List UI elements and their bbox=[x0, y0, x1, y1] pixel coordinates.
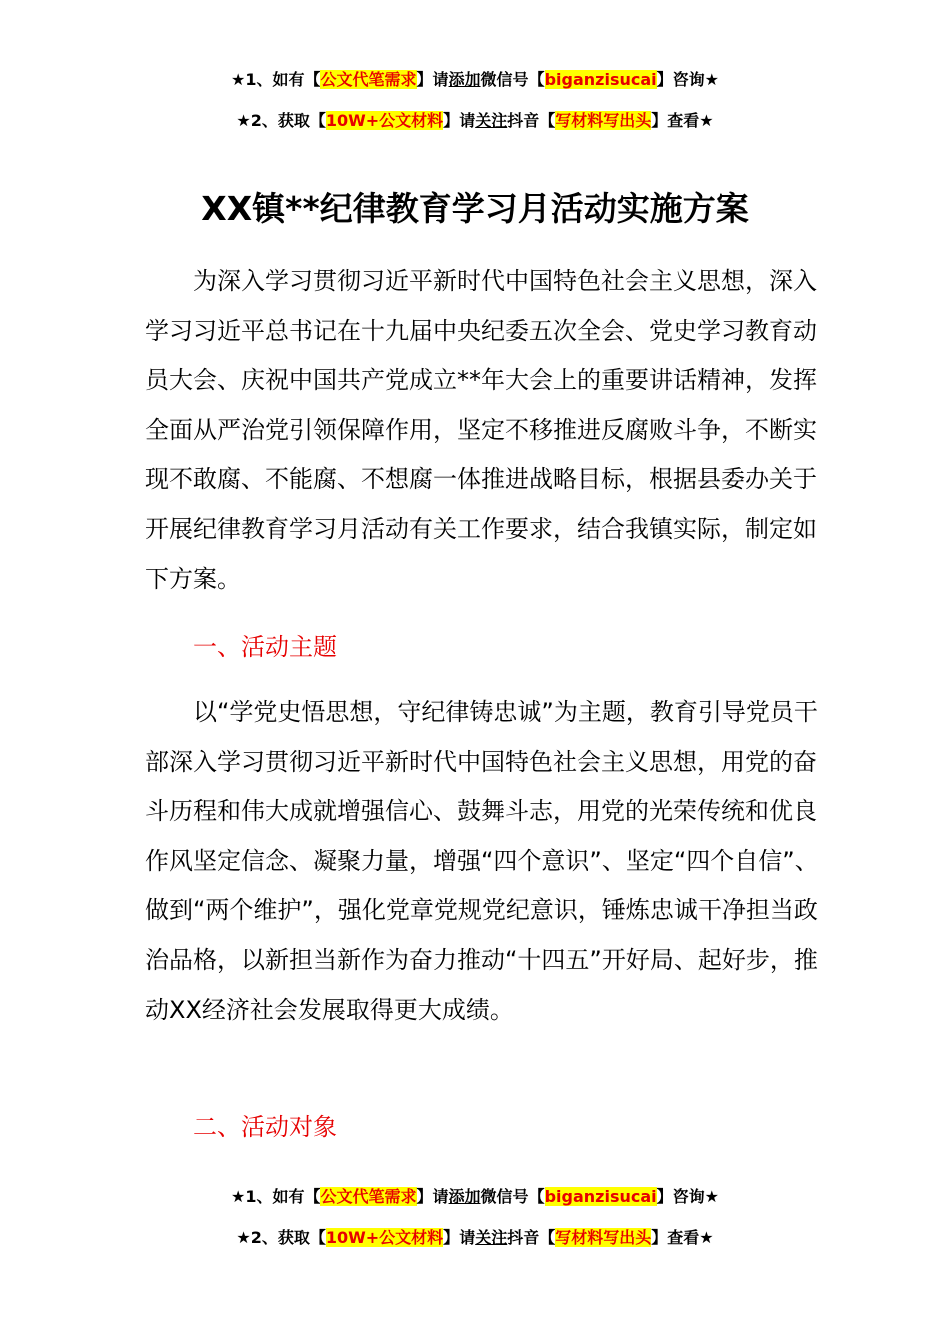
highlight-text: biganzisucai bbox=[544, 1187, 657, 1206]
header-promo-line-1: ★1、如有【公文代笔需求】请添加微信号【biganzisucai】咨询★ bbox=[230, 70, 720, 89]
section-theme-paragraph: 以“学党史悟思想，守纪律铸忠诚”为主题，教育引导党员干部深入学习贯彻习近平新时代中国特色社会主义思想，用党的奋斗历程和伟大成就增强信心、鼓舞斗志，用党的光荣传统和优良作风坚定信念、凝聚力量，增强“四个意识”、坚定“四个自信”、做到“两个维护”，强化党章党规党纪意识，锤炼忠诚干净担当政治品格，以新担当新作为奋力推动“十四五”开好局、起好步，推动XX经济社会发展取得更大成绩。 bbox=[145, 698, 819, 1024]
footer-promo-line-1: ★1、如有【公文代笔需求】请添加微信号【biganzisucai】咨询★ bbox=[230, 1187, 720, 1206]
highlight-text: 公文代笔需求 bbox=[320, 70, 417, 89]
star-icon: ★ bbox=[230, 1187, 246, 1206]
star-icon: ★ bbox=[704, 70, 720, 89]
highlight-text: 10W+公文材料 bbox=[325, 1228, 444, 1247]
underlined-text: 关注 bbox=[475, 1228, 508, 1247]
highlight-text: 公文代笔需求 bbox=[320, 1187, 417, 1206]
star-icon: ★ bbox=[236, 1228, 251, 1247]
star-icon: ★ bbox=[699, 1228, 714, 1247]
header-promo-line-2: ★2、获取【10W+公文材料】请关注抖音【写材料写出头】查看★ bbox=[236, 111, 714, 130]
highlight-text: biganzisucai bbox=[544, 70, 657, 89]
intro-paragraph: 为深入学习贯彻习近平新时代中国特色社会主义思想，深入学习习近平总书记在十九届中央纪委五次全会、党史学习教育动员大会、庆祝中国共产党成立**年大会上的重要讲话精神，发挥全面从严治党引领保障作用，坚定不移推进反腐败斗争，不断实现不敢腐、不能腐、不想腐一体推进战略目标，根据县委办关于开展纪律教育学习月活动有关工作要求，结合我镇实际，制定如下方案。 bbox=[145, 267, 817, 593]
star-icon: ★ bbox=[704, 1187, 720, 1206]
highlight-text: 写材料写出头 bbox=[555, 111, 652, 130]
highlight-text: 10W+公文材料 bbox=[325, 111, 444, 130]
underlined-text: 添加 bbox=[448, 70, 481, 89]
star-icon: ★ bbox=[699, 111, 714, 130]
section-heading-theme: 一、活动主题 bbox=[193, 633, 337, 661]
document-title: XX镇**纪律教育学习月活动实施方案 bbox=[201, 189, 749, 228]
underlined-text: 关注 bbox=[475, 111, 508, 130]
star-icon: ★ bbox=[236, 111, 251, 130]
underlined-text: 添加 bbox=[448, 1187, 481, 1206]
section-heading-target: 二、活动对象 bbox=[193, 1113, 337, 1141]
star-icon: ★ bbox=[230, 70, 246, 89]
footer-promo-line-2: ★2、获取【10W+公文材料】请关注抖音【写材料写出头】查看★ bbox=[236, 1228, 714, 1247]
highlight-text: 写材料写出头 bbox=[555, 1228, 652, 1247]
